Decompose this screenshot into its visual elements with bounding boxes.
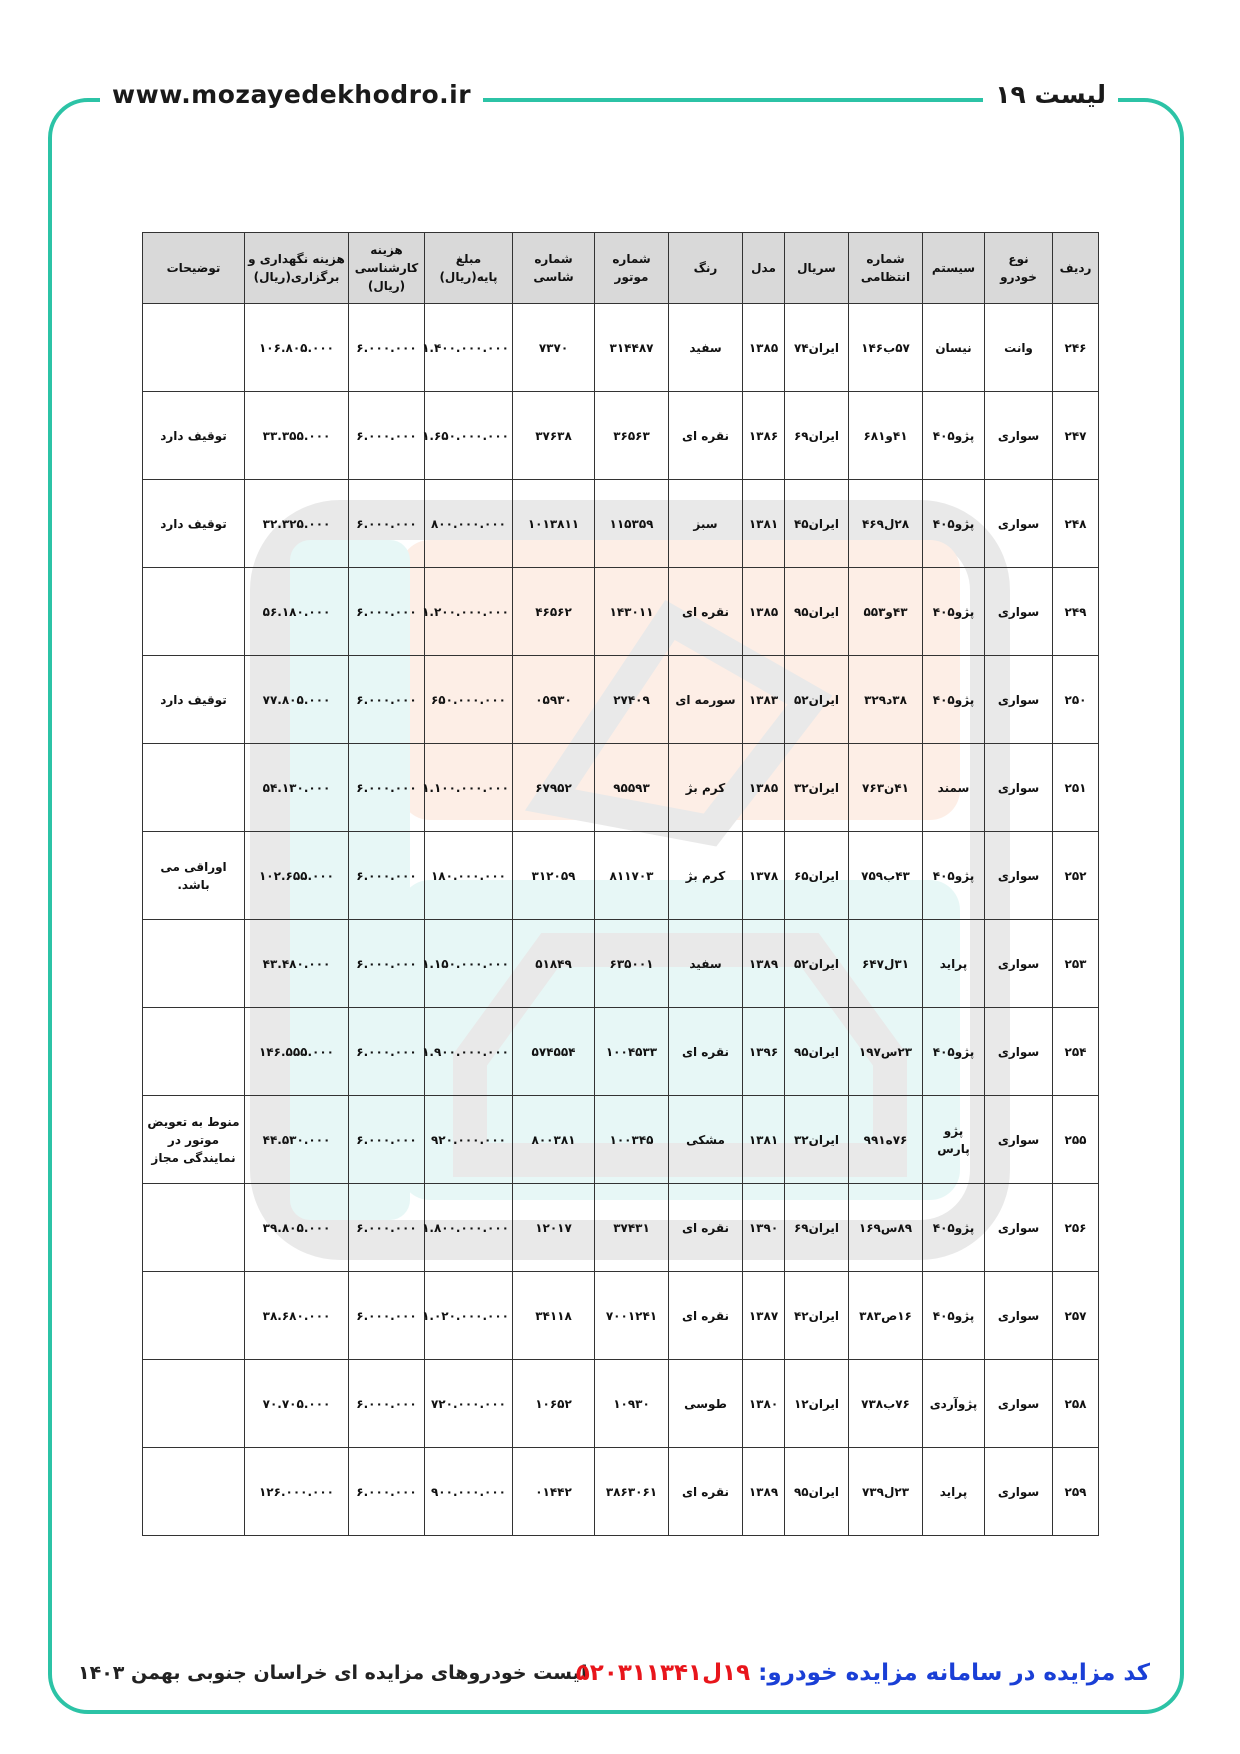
table-cell: ۱۳۹۰: [743, 1184, 785, 1272]
table-cell: ۷۳۷۰: [513, 304, 595, 392]
table-cell: ۶۵۰.۰۰۰.۰۰۰: [425, 656, 513, 744]
auction-code: [576, 1660, 1150, 1686]
footer-title: لیست خودروهای مزایده ای خراسان جنوبی بهمن ۱۴۰۳: [78, 1662, 588, 1684]
table-cell: ۲۵۶: [1053, 1184, 1099, 1272]
site-url: www.mozayedekhodro.ir: [100, 80, 483, 109]
table-cell: ۷۰.۷۰۵.۰۰۰: [245, 1360, 349, 1448]
table-cell: ایران۶۹: [785, 1184, 849, 1272]
table-cell: منوط به تعویض موتور در نمایندگی مجاز: [143, 1096, 245, 1184]
table-cell: ۲۴۸: [1053, 480, 1099, 568]
table-cell: ۱۳۸۵: [743, 304, 785, 392]
table-cell: ۱۲۶.۰۰۰.۰۰۰: [245, 1448, 349, 1536]
table-cell: ۴۱ن۷۶۳: [849, 744, 923, 832]
table-cell: [143, 1184, 245, 1272]
table-cell: وانت: [985, 304, 1053, 392]
table-cell: ۶.۰۰۰.۰۰۰: [349, 568, 425, 656]
table-cell: ۱۳۸۹: [743, 920, 785, 1008]
table-cell: ایران۴۲: [785, 1272, 849, 1360]
col-header: هزینه نگهداری و برگزاری(ریال): [245, 233, 349, 304]
table-cell: ۵۷۴۵۵۴: [513, 1008, 595, 1096]
table-cell: ۰۵۹۳۰: [513, 656, 595, 744]
table-cell: ایران۴۵: [785, 480, 849, 568]
col-header: شماره انتظامی: [849, 233, 923, 304]
table-cell: اوراقی می باشد.: [143, 832, 245, 920]
table-cell: ۶۷۹۵۲: [513, 744, 595, 832]
table-cell: ۳۷۶۳۸: [513, 392, 595, 480]
table-cell: ۲۵۴: [1053, 1008, 1099, 1096]
table-cell: سواری: [985, 568, 1053, 656]
table-cell: [143, 1272, 245, 1360]
table-cell: نقره ای: [669, 1008, 743, 1096]
table-cell: توقیف دارد: [143, 392, 245, 480]
col-header: هزینه کارشناسی (ریال): [349, 233, 425, 304]
table-cell: ۳۱۲۰۵۹: [513, 832, 595, 920]
table-cell: ۴۴.۵۳۰.۰۰۰: [245, 1096, 349, 1184]
table-cell: پژو۴۰۵: [923, 1272, 985, 1360]
table-cell: ۱۰۶.۸۰۵.۰۰۰: [245, 304, 349, 392]
table-cell: ۱۰۹۳۰: [595, 1360, 669, 1448]
table-cell: ایران۹۵: [785, 1448, 849, 1536]
table-cell: [143, 304, 245, 392]
list-number: لیست ۱۹: [983, 80, 1118, 109]
table-cell: ۲۸ل۴۶۹: [849, 480, 923, 568]
table-row: [143, 656, 1099, 744]
table-cell: سواری: [985, 1008, 1053, 1096]
table-row: [143, 480, 1099, 568]
table-cell: ایران۶۹: [785, 392, 849, 480]
table-cell: ۱۳۸۱: [743, 480, 785, 568]
table-cell: ۲۴۶: [1053, 304, 1099, 392]
table-cell: سمند: [923, 744, 985, 832]
table-cell: ۵۷ب۱۴۶: [849, 304, 923, 392]
table-cell: ایران۳۲: [785, 744, 849, 832]
table-cell: ۶۳۵۰۰۱: [595, 920, 669, 1008]
table-cell: ۲۵۵: [1053, 1096, 1099, 1184]
table-cell: ۱۳۸۶: [743, 392, 785, 480]
col-header: سیستم: [923, 233, 985, 304]
table-cell: ۲۵۰: [1053, 656, 1099, 744]
table-cell: ایران۹۵: [785, 1008, 849, 1096]
table-cell: ۴۶۵۶۲: [513, 568, 595, 656]
table-cell: توقیف دارد: [143, 656, 245, 744]
table-cell: ۳۴۱۱۸: [513, 1272, 595, 1360]
table-body: [143, 304, 1099, 1536]
table-cell: ۷۶ه۹۹۱: [849, 1096, 923, 1184]
table-cell: ۱۳۷۸: [743, 832, 785, 920]
table-cell: ۱.۴۰۰.۰۰۰.۰۰۰: [425, 304, 513, 392]
table-row: [143, 568, 1099, 656]
col-header: مدل: [743, 233, 785, 304]
table-cell: ایران۶۵: [785, 832, 849, 920]
table-cell: سواری: [985, 480, 1053, 568]
table-row: [143, 1448, 1099, 1536]
table-cell: نیسان: [923, 304, 985, 392]
table-cell: کرم بژ: [669, 744, 743, 832]
table-row: [143, 920, 1099, 1008]
table-cell: ۱۲۰۱۷: [513, 1184, 595, 1272]
table-cell: ۶.۰۰۰.۰۰۰: [349, 1448, 425, 1536]
table-cell: ۸۰۰.۰۰۰.۰۰۰: [425, 480, 513, 568]
table-cell: ۷۶ب۷۳۸: [849, 1360, 923, 1448]
table-cell: نقره ای: [669, 1448, 743, 1536]
table-cell: ۶.۰۰۰.۰۰۰: [349, 1272, 425, 1360]
table-cell: ۱۴۳۰۱۱: [595, 568, 669, 656]
table-cell: ۱.۰۲۰.۰۰۰.۰۰۰: [425, 1272, 513, 1360]
table-cell: توقیف دارد: [143, 480, 245, 568]
auction-code-label: کد مزایده در سامانه مزایده خودرو:: [758, 1660, 1150, 1686]
table-cell: ۹۰۰.۰۰۰.۰۰۰: [425, 1448, 513, 1536]
table-cell: پژو۴۰۵: [923, 832, 985, 920]
table-row: [143, 1360, 1099, 1448]
table-cell: ۱۰۰۴۵۳۳: [595, 1008, 669, 1096]
table-cell: ۷۲۰.۰۰۰.۰۰۰: [425, 1360, 513, 1448]
table-cell: ۱.۶۵۰.۰۰۰.۰۰۰: [425, 392, 513, 480]
table-cell: سواری: [985, 920, 1053, 1008]
table-cell: ۲۵۲: [1053, 832, 1099, 920]
col-header: شماره موتور: [595, 233, 669, 304]
table-cell: ۱۳۸۳: [743, 656, 785, 744]
table-cell: ۱۶ص۳۸۳: [849, 1272, 923, 1360]
table-cell: سفید: [669, 920, 743, 1008]
table-cell: مشکی: [669, 1096, 743, 1184]
table-cell: ۷۷.۸۰۵.۰۰۰: [245, 656, 349, 744]
table-cell: ۱۰۰۳۴۵: [595, 1096, 669, 1184]
col-header: مبلغ پایه(ریال): [425, 233, 513, 304]
table-cell: ایران۵۲: [785, 920, 849, 1008]
table-cell: ۸۱۱۷۰۳: [595, 832, 669, 920]
table-cell: ۱.۹۰۰.۰۰۰.۰۰۰: [425, 1008, 513, 1096]
col-header: شماره شاسی: [513, 233, 595, 304]
table-row: [143, 1272, 1099, 1360]
table-cell: سورمه ای: [669, 656, 743, 744]
table-cell: ۱۳۸۷: [743, 1272, 785, 1360]
table-cell: پژو۴۰۵: [923, 1008, 985, 1096]
table-cell: ایران۹۵: [785, 568, 849, 656]
table-cell: ۴۳.۴۸۰.۰۰۰: [245, 920, 349, 1008]
table-cell: [143, 1448, 245, 1536]
table-cell: ۴۱و۶۸۱: [849, 392, 923, 480]
table-cell: ۱۳۸۰: [743, 1360, 785, 1448]
table-row: [143, 1096, 1099, 1184]
table-cell: ۱۳۸۱: [743, 1096, 785, 1184]
table-cell: پژو پارس: [923, 1096, 985, 1184]
table-cell: ۲۳س۱۹۷: [849, 1008, 923, 1096]
table-cell: ۱۳۸۵: [743, 568, 785, 656]
auction-car-table: [142, 232, 1099, 1536]
table-cell: ۲۵۹: [1053, 1448, 1099, 1536]
table-cell: ۲۴۷: [1053, 392, 1099, 480]
auction-code-value: ۱۹ل۵۲۰۳۱۱۳۴۱: [575, 1660, 751, 1686]
table-cell: ۶.۰۰۰.۰۰۰: [349, 656, 425, 744]
table-cell: ۴۳ب۷۵۹: [849, 832, 923, 920]
table-cell: ۵۴.۱۳۰.۰۰۰: [245, 744, 349, 832]
table-row: [143, 304, 1099, 392]
table-cell: ۶.۰۰۰.۰۰۰: [349, 1184, 425, 1272]
table-cell: ایران۳۲: [785, 1096, 849, 1184]
col-header: توضیحات: [143, 233, 245, 304]
table-cell: طوسی: [669, 1360, 743, 1448]
col-header: رنگ: [669, 233, 743, 304]
col-header: نوع خودرو: [985, 233, 1053, 304]
table-cell: ۱۳۸۵: [743, 744, 785, 832]
table-cell: ۸۹س۱۶۹: [849, 1184, 923, 1272]
table-cell: پژو۴۰۵: [923, 568, 985, 656]
table-cell: سواری: [985, 744, 1053, 832]
table-cell: پژو۴۰۵: [923, 1184, 985, 1272]
table-row: [143, 832, 1099, 920]
table-row: [143, 744, 1099, 832]
table-cell: ۳۹.۸۰۵.۰۰۰: [245, 1184, 349, 1272]
table-cell: سواری: [985, 832, 1053, 920]
table-cell: نقره ای: [669, 1184, 743, 1272]
table-cell: ۲۷۴۰۹: [595, 656, 669, 744]
table-cell: ایران۵۲: [785, 656, 849, 744]
table-cell: ۳۶۵۶۳: [595, 392, 669, 480]
table-cell: ۲۵۷: [1053, 1272, 1099, 1360]
table-cell: ۱۰۱۳۸۱۱: [513, 480, 595, 568]
table-cell: سفید: [669, 304, 743, 392]
table-cell: ایران۷۴: [785, 304, 849, 392]
table-cell: پراید: [923, 1448, 985, 1536]
table-cell: ۲۳ل۷۳۹: [849, 1448, 923, 1536]
table-cell: پژو۴۰۵: [923, 480, 985, 568]
table-cell: سواری: [985, 1096, 1053, 1184]
table-cell: ۶.۰۰۰.۰۰۰: [349, 832, 425, 920]
table-cell: ۰۱۴۴۲: [513, 1448, 595, 1536]
col-header: ردیف: [1053, 233, 1099, 304]
table-cell: ۹۲۰.۰۰۰.۰۰۰: [425, 1096, 513, 1184]
table-cell: ۶.۰۰۰.۰۰۰: [349, 392, 425, 480]
table-cell: ۱۱۵۳۵۹: [595, 480, 669, 568]
table-cell: [143, 568, 245, 656]
table-cell: ۳۱ل۶۴۷: [849, 920, 923, 1008]
table-cell: ۸۰۰۳۸۱: [513, 1096, 595, 1184]
table-cell: سواری: [985, 656, 1053, 744]
table-cell: پژو۴۰۵: [923, 392, 985, 480]
table-cell: نقره ای: [669, 1272, 743, 1360]
table-cell: ۱۰۶۵۲: [513, 1360, 595, 1448]
table-cell: ۱.۲۰۰.۰۰۰.۰۰۰: [425, 568, 513, 656]
table-cell: ۶.۰۰۰.۰۰۰: [349, 304, 425, 392]
table-cell: [143, 920, 245, 1008]
table-cell: ۴۳و۵۵۳: [849, 568, 923, 656]
table-cell: ۳۷۴۳۱: [595, 1184, 669, 1272]
table-cell: ۳۸د۳۲۹: [849, 656, 923, 744]
table-cell: ۹۵۵۹۳: [595, 744, 669, 832]
table-cell: ۱.۱۰۰.۰۰۰.۰۰۰: [425, 744, 513, 832]
table-cell: ۶.۰۰۰.۰۰۰: [349, 1096, 425, 1184]
table-cell: پژوآردی: [923, 1360, 985, 1448]
table-row: [143, 392, 1099, 480]
table-cell: ۵۱۸۴۹: [513, 920, 595, 1008]
table-cell: ۶.۰۰۰.۰۰۰: [349, 744, 425, 832]
table-cell: سواری: [985, 1184, 1053, 1272]
col-header: سریال: [785, 233, 849, 304]
table-cell: ۳۳.۳۵۵.۰۰۰: [245, 392, 349, 480]
table-cell: ۶.۰۰۰.۰۰۰: [349, 1360, 425, 1448]
table-cell: ۱۳۸۹: [743, 1448, 785, 1536]
table-cell: ۱۳۹۶: [743, 1008, 785, 1096]
table-cell: ۱۸۰.۰۰۰.۰۰۰: [425, 832, 513, 920]
table-cell: ۶.۰۰۰.۰۰۰: [349, 920, 425, 1008]
table-row: [143, 1184, 1099, 1272]
table-cell: ایران۱۲: [785, 1360, 849, 1448]
table-cell: ۳۸.۶۸۰.۰۰۰: [245, 1272, 349, 1360]
table-cell: [143, 1008, 245, 1096]
table-cell: ۲۵۳: [1053, 920, 1099, 1008]
table-cell: ۲۴۹: [1053, 568, 1099, 656]
table-cell: ۳۱۴۴۸۷: [595, 304, 669, 392]
table-cell: ۵۶.۱۸۰.۰۰۰: [245, 568, 349, 656]
table-cell: پراید: [923, 920, 985, 1008]
table-cell: سواری: [985, 1448, 1053, 1536]
table-cell: ۳۲.۳۲۵.۰۰۰: [245, 480, 349, 568]
table-cell: ۱۰۲.۶۵۵.۰۰۰: [245, 832, 349, 920]
table-cell: [143, 744, 245, 832]
table-cell: نقره ای: [669, 568, 743, 656]
table-cell: ۱.۸۰۰.۰۰۰.۰۰۰: [425, 1184, 513, 1272]
table-cell: سواری: [985, 1360, 1053, 1448]
table-cell: پژو۴۰۵: [923, 656, 985, 744]
table-cell: نقره ای: [669, 392, 743, 480]
table-header-row: [143, 233, 1099, 304]
table-cell: ۲۵۸: [1053, 1360, 1099, 1448]
table-cell: [143, 1360, 245, 1448]
table-row: [143, 1008, 1099, 1096]
table-cell: کرم بژ: [669, 832, 743, 920]
table-cell: سبز: [669, 480, 743, 568]
table-cell: ۱.۱۵۰.۰۰۰.۰۰۰: [425, 920, 513, 1008]
table-cell: سواری: [985, 392, 1053, 480]
table-cell: ۶.۰۰۰.۰۰۰: [349, 480, 425, 568]
table-cell: ۳۸۶۳۰۶۱: [595, 1448, 669, 1536]
table-cell: ۱۴۶.۵۵۵.۰۰۰: [245, 1008, 349, 1096]
table-cell: ۲۵۱: [1053, 744, 1099, 832]
table-cell: ۶.۰۰۰.۰۰۰: [349, 1008, 425, 1096]
table-cell: سواری: [985, 1272, 1053, 1360]
table-cell: ۷۰۰۱۲۴۱: [595, 1272, 669, 1360]
